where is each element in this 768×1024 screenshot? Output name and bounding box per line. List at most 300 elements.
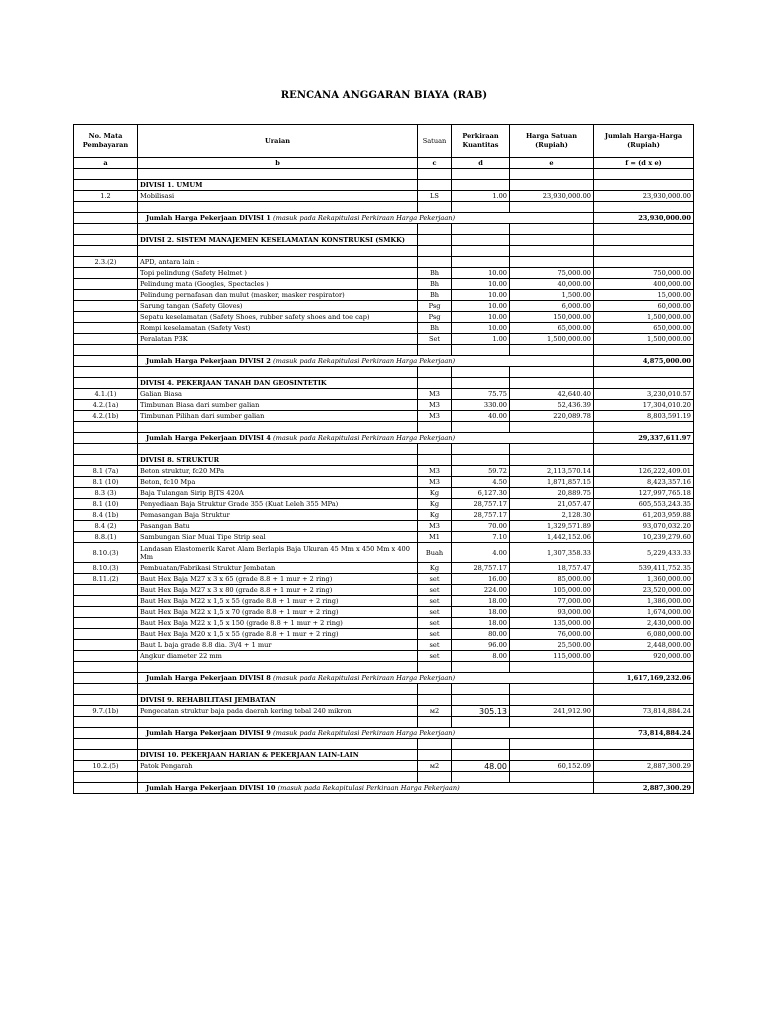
empty-cell-kuantitas: [452, 235, 510, 246]
division-title: DIVISI 9. REHABILITASI JEMBATAN: [138, 695, 418, 706]
item-description: Patok Pengarah: [138, 761, 418, 772]
empty-cell-jumlah: [594, 739, 694, 750]
empty-cell-no: [74, 356, 138, 367]
item-amount: 8,423,357.16: [594, 477, 694, 488]
division-total-row: [74, 433, 694, 444]
item-unit: Bh: [418, 323, 452, 334]
empty-cell-uraian: [138, 422, 418, 433]
empty-cell-satuan: [418, 750, 452, 761]
item-number: [74, 268, 138, 279]
empty-cell-harga: [510, 750, 594, 761]
division-header-row: [74, 750, 694, 761]
empty-cell-kuantitas: [452, 224, 510, 235]
total-note: (masuk pada Rekapitulasi Perkiraan Harga Pekerjaan): [273, 433, 456, 442]
empty-cell-jumlah: [594, 695, 694, 706]
item-number: 8.10.(3): [74, 543, 138, 563]
empty-cell-uraian: [138, 367, 418, 378]
item-description: APD, antara lain :: [138, 257, 418, 268]
empty-cell-harga: [510, 422, 594, 433]
item-amount: 750,000.00: [594, 268, 694, 279]
item-unit-price: 75,000.00: [510, 268, 594, 279]
item-row: [74, 400, 694, 411]
empty-cell-satuan: [418, 772, 452, 783]
empty-cell-kuantitas: [452, 378, 510, 389]
item-description: Baut Hex Baja M22 x 1,5 x 150 (grade 8.8 + 1 mur + 2 ring): [138, 618, 418, 629]
empty-cell-no: [74, 433, 138, 444]
item-amount: 1,360,000.00: [594, 574, 694, 585]
total-amount: 4,875,000.00: [594, 356, 694, 367]
item-description: Galian Biasa: [138, 389, 418, 400]
empty-cell-satuan: [418, 169, 452, 180]
item-unit-price: 85,000.00: [510, 574, 594, 585]
item-quantity: 10.00: [452, 290, 510, 301]
item-unit-price: 1,500.00: [510, 290, 594, 301]
item-amount: 8,803,591.19: [594, 411, 694, 422]
empty-cell-uraian: [138, 224, 418, 235]
item-quantity: 10.00: [452, 323, 510, 334]
item-description: Beton struktur, fc20 MPa: [138, 466, 418, 477]
item-unit-price: 1,442,152.06: [510, 532, 594, 543]
item-number: [74, 651, 138, 662]
division-title: DIVISI 4. PEKERJAAN TANAH DAN GEOSINTETIK: [138, 378, 418, 389]
item-unit: set: [418, 629, 452, 640]
item-number: [74, 618, 138, 629]
item-row: [74, 334, 694, 345]
item-number: 1.2: [74, 191, 138, 202]
empty-cell-jumlah: [594, 235, 694, 246]
empty-cell-no: [74, 180, 138, 191]
item-quantity: 4.50: [452, 477, 510, 488]
item-unit-price: 135,000.00: [510, 618, 594, 629]
empty-cell-harga: [510, 684, 594, 695]
item-quantity: 28,757.17: [452, 563, 510, 574]
item-row: [74, 651, 694, 662]
item-amount: 1,674,000.00: [594, 607, 694, 618]
item-amount: 400,000.00: [594, 279, 694, 290]
rab-body: [74, 169, 694, 794]
item-unit: Kg: [418, 510, 452, 521]
total-label-cell: [138, 728, 594, 739]
empty-cell-kuantitas: [452, 367, 510, 378]
item-amount: 23,930,000.00: [594, 191, 694, 202]
header-uraian: Uraian: [138, 125, 418, 158]
empty-cell-no: [74, 717, 138, 728]
item-unit-price: 220,089.78: [510, 411, 594, 422]
item-row: [74, 574, 694, 585]
total-label-cell: [138, 356, 594, 367]
empty-cell-satuan: [418, 444, 452, 455]
item-row: [74, 596, 694, 607]
empty-cell-kuantitas: [452, 444, 510, 455]
item-unit: Kg: [418, 499, 452, 510]
division-title: DIVISI 8. STRUKTUR: [138, 455, 418, 466]
item-unit: set: [418, 618, 452, 629]
letter-c: c: [418, 158, 452, 169]
item-description: Penyediaan Baja Struktur Grade 355 (Kuat Leleh 355 MPa): [138, 499, 418, 510]
item-amount: 23,520,000.00: [594, 585, 694, 596]
item-unit-price: 65,000.00: [510, 323, 594, 334]
empty-cell-jumlah: [594, 772, 694, 783]
spacer-row: [74, 422, 694, 433]
item-amount: 93,070,032.20: [594, 521, 694, 532]
item-amount: 605,553,243.35: [594, 499, 694, 510]
empty-cell-kuantitas: [452, 422, 510, 433]
division-total-row: [74, 213, 694, 224]
item-description: Beton, fc10 Mpa: [138, 477, 418, 488]
item-row: [74, 191, 694, 202]
empty-cell-harga: [510, 717, 594, 728]
item-number: [74, 585, 138, 596]
empty-cell-satuan: [418, 246, 452, 257]
item-amount: 73,814,884.24: [594, 706, 694, 717]
item-description: Baut Hex Baja M22 x 1,5 x 70 (grade 8.8 + 1 mur + 2 ring): [138, 607, 418, 618]
total-label: Jumlah Harga Pekerjaan DIVISI 4: [146, 433, 271, 442]
item-description: Pembuatan/Fabrikasi Struktur Jembatan: [138, 563, 418, 574]
empty-cell-uraian: [138, 739, 418, 750]
empty-cell-satuan: [418, 202, 452, 213]
item-quantity: 28,757.17: [452, 499, 510, 510]
empty-cell-jumlah: [594, 750, 694, 761]
empty-cell-satuan: [418, 662, 452, 673]
empty-cell-uraian: [138, 202, 418, 213]
total-note: (masuk pada Rekapitulasi Perkiraan Harga Pekerjaan): [273, 673, 456, 682]
item-unit: LS: [418, 191, 452, 202]
empty-cell-kuantitas: [452, 772, 510, 783]
item-description: Sepatu keselamatan (Safety Shoes, rubber safety shoes and toe cap): [138, 312, 418, 323]
item-quantity: [452, 257, 510, 268]
division-title: DIVISI 10. PEKERJAAN HARIAN & PEKERJAAN LAIN-LAIN: [138, 750, 418, 761]
item-amount: 2,448,000.00: [594, 640, 694, 651]
empty-cell-satuan: [418, 345, 452, 356]
item-unit: set: [418, 651, 452, 662]
item-unit: M3: [418, 411, 452, 422]
item-amount: 2,887,300.29: [594, 761, 694, 772]
empty-cell-kuantitas: [452, 246, 510, 257]
spacer-row: [74, 772, 694, 783]
header-satuan: Satuan: [418, 125, 452, 158]
empty-cell-uraian: [138, 169, 418, 180]
item-number: [74, 279, 138, 290]
total-label: Jumlah Harga Pekerjaan DIVISI 1: [146, 213, 271, 222]
empty-cell-kuantitas: [452, 684, 510, 695]
item-row: [74, 510, 694, 521]
item-quantity: 6,127.30: [452, 488, 510, 499]
empty-cell-harga: [510, 739, 594, 750]
item-description: Peralatan P3K: [138, 334, 418, 345]
total-note: (masuk pada Rekapitulasi Perkiraan Harga Pekerjaan): [273, 728, 456, 737]
item-unit-price: 2,113,570.14: [510, 466, 594, 477]
item-amount: 60,000.00: [594, 301, 694, 312]
item-amount: 127,997,765.18: [594, 488, 694, 499]
item-quantity: 40.00: [452, 411, 510, 422]
empty-cell-uraian: [138, 717, 418, 728]
item-quantity: 10.00: [452, 268, 510, 279]
item-row: [74, 761, 694, 772]
item-unit-price: 20,889.75: [510, 488, 594, 499]
empty-cell-jumlah: [594, 684, 694, 695]
item-amount: 126,222,409.01: [594, 466, 694, 477]
empty-cell-no: [74, 455, 138, 466]
item-unit: M3: [418, 466, 452, 477]
empty-cell-jumlah: [594, 246, 694, 257]
item-row: [74, 257, 694, 268]
item-unit-price: 18,757.47: [510, 563, 594, 574]
item-amount: 920,000.00: [594, 651, 694, 662]
total-amount: 1,617,169,232.06: [594, 673, 694, 684]
empty-cell-satuan: [418, 378, 452, 389]
empty-cell-satuan: [418, 180, 452, 191]
item-quantity: 330.00: [452, 400, 510, 411]
item-number: 4.2.(1b): [74, 411, 138, 422]
item-amount: [594, 257, 694, 268]
item-amount: 5,229,433.33: [594, 543, 694, 563]
item-unit-price: 76,000.00: [510, 629, 594, 640]
empty-cell-satuan: [418, 422, 452, 433]
spacer-row: [74, 202, 694, 213]
empty-cell-kuantitas: [452, 169, 510, 180]
total-label-cell: [138, 673, 594, 684]
item-unit: M3: [418, 477, 452, 488]
total-label-cell: [138, 783, 594, 794]
item-description: Pasangan Batu: [138, 521, 418, 532]
division-total-row: [74, 783, 694, 794]
item-amount: 3,230,010.57: [594, 389, 694, 400]
item-unit: Bh: [418, 268, 452, 279]
item-number: 8.4 (1b): [74, 510, 138, 521]
item-description: Landasan Elastomerik Karet Alam Berlapis Baja Ukuran 45 Mm x 450 Mm x 400 Mm: [138, 543, 418, 563]
item-number: [74, 596, 138, 607]
item-number: 8.1 (10): [74, 499, 138, 510]
item-quantity: 305.13: [452, 706, 510, 717]
empty-cell-no: [74, 246, 138, 257]
item-amount: 61,203,959.88: [594, 510, 694, 521]
item-unit: Bh: [418, 279, 452, 290]
item-unit-price: 42,640.40: [510, 389, 594, 400]
item-quantity: 7.10: [452, 532, 510, 543]
spacer-row: [74, 169, 694, 180]
empty-cell-satuan: [418, 455, 452, 466]
empty-cell-harga: [510, 202, 594, 213]
item-quantity: 96.00: [452, 640, 510, 651]
total-note: (masuk pada Rekapitulasi Perkiraan Harga Pekerjaan): [273, 356, 456, 365]
item-number: 8.1 (10): [74, 477, 138, 488]
empty-cell-jumlah: [594, 422, 694, 433]
item-description: Sambungan Siar Muai Tipe Strip seal: [138, 532, 418, 543]
header-row: [74, 125, 694, 158]
division-title: DIVISI 2. SISTEM MANAJEMEN KESELAMATAN KONSTRUKSI (SMKK): [138, 235, 418, 246]
empty-cell-no: [74, 202, 138, 213]
total-label: Jumlah Harga Pekerjaan DIVISI 2: [146, 356, 271, 365]
item-number: [74, 290, 138, 301]
item-description: Baut Hex Baja M27 x 3 x 65 (grade 8.8 + 1 mur + 2 ring): [138, 574, 418, 585]
total-label: Jumlah Harga Pekerjaan DIVISI 8: [146, 673, 271, 682]
spacer-row: [74, 662, 694, 673]
item-unit: M3: [418, 389, 452, 400]
empty-cell-uraian: [138, 772, 418, 783]
item-quantity: 59.72: [452, 466, 510, 477]
item-row: [74, 706, 694, 717]
empty-cell-no: [74, 444, 138, 455]
item-description: Baut Hex Baja M27 x 3 x 80 (grade 8.8 + 1 mur + 2 ring): [138, 585, 418, 596]
item-row: [74, 488, 694, 499]
item-description: Sarung tangan (Safety Gloves): [138, 301, 418, 312]
item-unit-price: 60,152.09: [510, 761, 594, 772]
item-row: [74, 585, 694, 596]
item-quantity: 18.00: [452, 596, 510, 607]
item-row: [74, 640, 694, 651]
empty-cell-harga: [510, 345, 594, 356]
item-amount: 6,080,000.00: [594, 629, 694, 640]
item-number: [74, 312, 138, 323]
empty-cell-no: [74, 728, 138, 739]
empty-cell-kuantitas: [452, 202, 510, 213]
empty-cell-no: [74, 378, 138, 389]
item-row: [74, 301, 694, 312]
item-quantity: 8.00: [452, 651, 510, 662]
spacer-row: [74, 224, 694, 235]
item-number: 2.3.(2): [74, 257, 138, 268]
header-kuantitas: Perkiraan Kuantitas: [452, 125, 510, 158]
empty-cell-no: [74, 345, 138, 356]
item-row: [74, 323, 694, 334]
item-row: [74, 629, 694, 640]
item-row: [74, 389, 694, 400]
empty-cell-jumlah: [594, 455, 694, 466]
division-total-row: [74, 728, 694, 739]
item-unit: Psg: [418, 301, 452, 312]
empty-cell-harga: [510, 224, 594, 235]
total-amount: 23,930,000.00: [594, 213, 694, 224]
item-number: 10.2.(5): [74, 761, 138, 772]
item-description: Baut Hex Baja M20 x 1,5 x 55 (grade 8.8 + 1 mur + 2 ring): [138, 629, 418, 640]
empty-cell-harga: [510, 662, 594, 673]
empty-cell-jumlah: [594, 717, 694, 728]
item-number: 4.1.(1): [74, 389, 138, 400]
empty-cell-harga: [510, 444, 594, 455]
item-unit: set: [418, 596, 452, 607]
empty-cell-no: [74, 783, 138, 794]
item-amount: 539,411,752.35: [594, 563, 694, 574]
item-unit-price: 105,000.00: [510, 585, 594, 596]
letter-e: e: [510, 158, 594, 169]
empty-cell-jumlah: [594, 202, 694, 213]
item-unit: Psg: [418, 312, 452, 323]
item-quantity: 10.00: [452, 279, 510, 290]
empty-cell-kuantitas: [452, 739, 510, 750]
item-unit: Kg: [418, 563, 452, 574]
item-description: Pengecatan struktur baja pada daerah kering tebal 240 mikron: [138, 706, 418, 717]
item-unit-price: 1,307,358.33: [510, 543, 594, 563]
empty-cell-harga: [510, 367, 594, 378]
item-unit-price: 241,912.90: [510, 706, 594, 717]
empty-cell-harga: [510, 772, 594, 783]
item-unit-price: 52,436.39: [510, 400, 594, 411]
column-letter-row: [74, 158, 694, 169]
item-row: [74, 618, 694, 629]
item-quantity: 10.00: [452, 312, 510, 323]
spacer-row: [74, 367, 694, 378]
item-amount: 15,000.00: [594, 290, 694, 301]
item-row: [74, 607, 694, 618]
empty-cell-jumlah: [594, 345, 694, 356]
item-quantity: 10.00: [452, 301, 510, 312]
item-number: [74, 301, 138, 312]
item-amount: 1,500,000.00: [594, 334, 694, 345]
total-note: (masuk pada Rekapitulasi Perkiraan Harga Pekerjaan): [273, 213, 456, 222]
item-row: [74, 543, 694, 563]
letter-a: a: [74, 158, 138, 169]
item-unit: [418, 257, 452, 268]
item-unit-price: 93,000.00: [510, 607, 594, 618]
header-jumlah: Jumlah Harga-Harga (Rupiah): [594, 125, 694, 158]
item-number: 8.1 (7a): [74, 466, 138, 477]
item-number: 4.2.(1a): [74, 400, 138, 411]
total-label: Jumlah Harga Pekerjaan DIVISI 9: [146, 728, 271, 737]
item-description: Topi pelindung (Safety Helmet ): [138, 268, 418, 279]
empty-cell-kuantitas: [452, 455, 510, 466]
item-number: 8.10.(3): [74, 563, 138, 574]
item-quantity: 18.00: [452, 618, 510, 629]
item-unit-price: [510, 257, 594, 268]
item-quantity: 80.00: [452, 629, 510, 640]
item-unit: M3: [418, 400, 452, 411]
item-unit: Bh: [418, 290, 452, 301]
item-number: 8.4 (2): [74, 521, 138, 532]
empty-cell-harga: [510, 169, 594, 180]
empty-cell-satuan: [418, 235, 452, 246]
item-unit-price: 21,057.47: [510, 499, 594, 510]
item-number: [74, 640, 138, 651]
empty-cell-kuantitas: [452, 180, 510, 191]
item-row: [74, 477, 694, 488]
empty-cell-kuantitas: [452, 662, 510, 673]
item-unit: M1: [418, 532, 452, 543]
item-unit-price: 23,930,000.00: [510, 191, 594, 202]
spacer-row: [74, 345, 694, 356]
item-unit: м2: [418, 706, 452, 717]
empty-cell-kuantitas: [452, 717, 510, 728]
empty-cell-harga: [510, 695, 594, 706]
item-row: [74, 268, 694, 279]
item-unit-price: 1,329,571.89: [510, 521, 594, 532]
item-quantity: 18.00: [452, 607, 510, 618]
empty-cell-no: [74, 169, 138, 180]
empty-cell-jumlah: [594, 444, 694, 455]
item-number: 8.11.(2): [74, 574, 138, 585]
item-row: [74, 312, 694, 323]
item-number: [74, 323, 138, 334]
item-unit-price: 40,000.00: [510, 279, 594, 290]
spacer-row: [74, 246, 694, 257]
document-title: RENCANA ANGGARAN BIAYA (RAB): [280, 90, 488, 101]
item-unit-price: 25,500.00: [510, 640, 594, 651]
item-number: [74, 607, 138, 618]
item-amount: 10,239,279.60: [594, 532, 694, 543]
item-description: Angkur diameter 22 mm: [138, 651, 418, 662]
item-unit-price: 115,000.00: [510, 651, 594, 662]
empty-cell-uraian: [138, 662, 418, 673]
item-quantity: 224.00: [452, 585, 510, 596]
empty-cell-jumlah: [594, 662, 694, 673]
division-title: DIVISI 1. UMUM: [138, 180, 418, 191]
division-header-row: [74, 378, 694, 389]
item-row: [74, 279, 694, 290]
spacer-row: [74, 717, 694, 728]
empty-cell-harga: [510, 235, 594, 246]
spacer-row: [74, 444, 694, 455]
item-description: Pelindung pernafasan dan mulut (masker, masker respirator): [138, 290, 418, 301]
item-description: Baut L baja grade 8.8 dia. 3\/4 + 1 mur: [138, 640, 418, 651]
